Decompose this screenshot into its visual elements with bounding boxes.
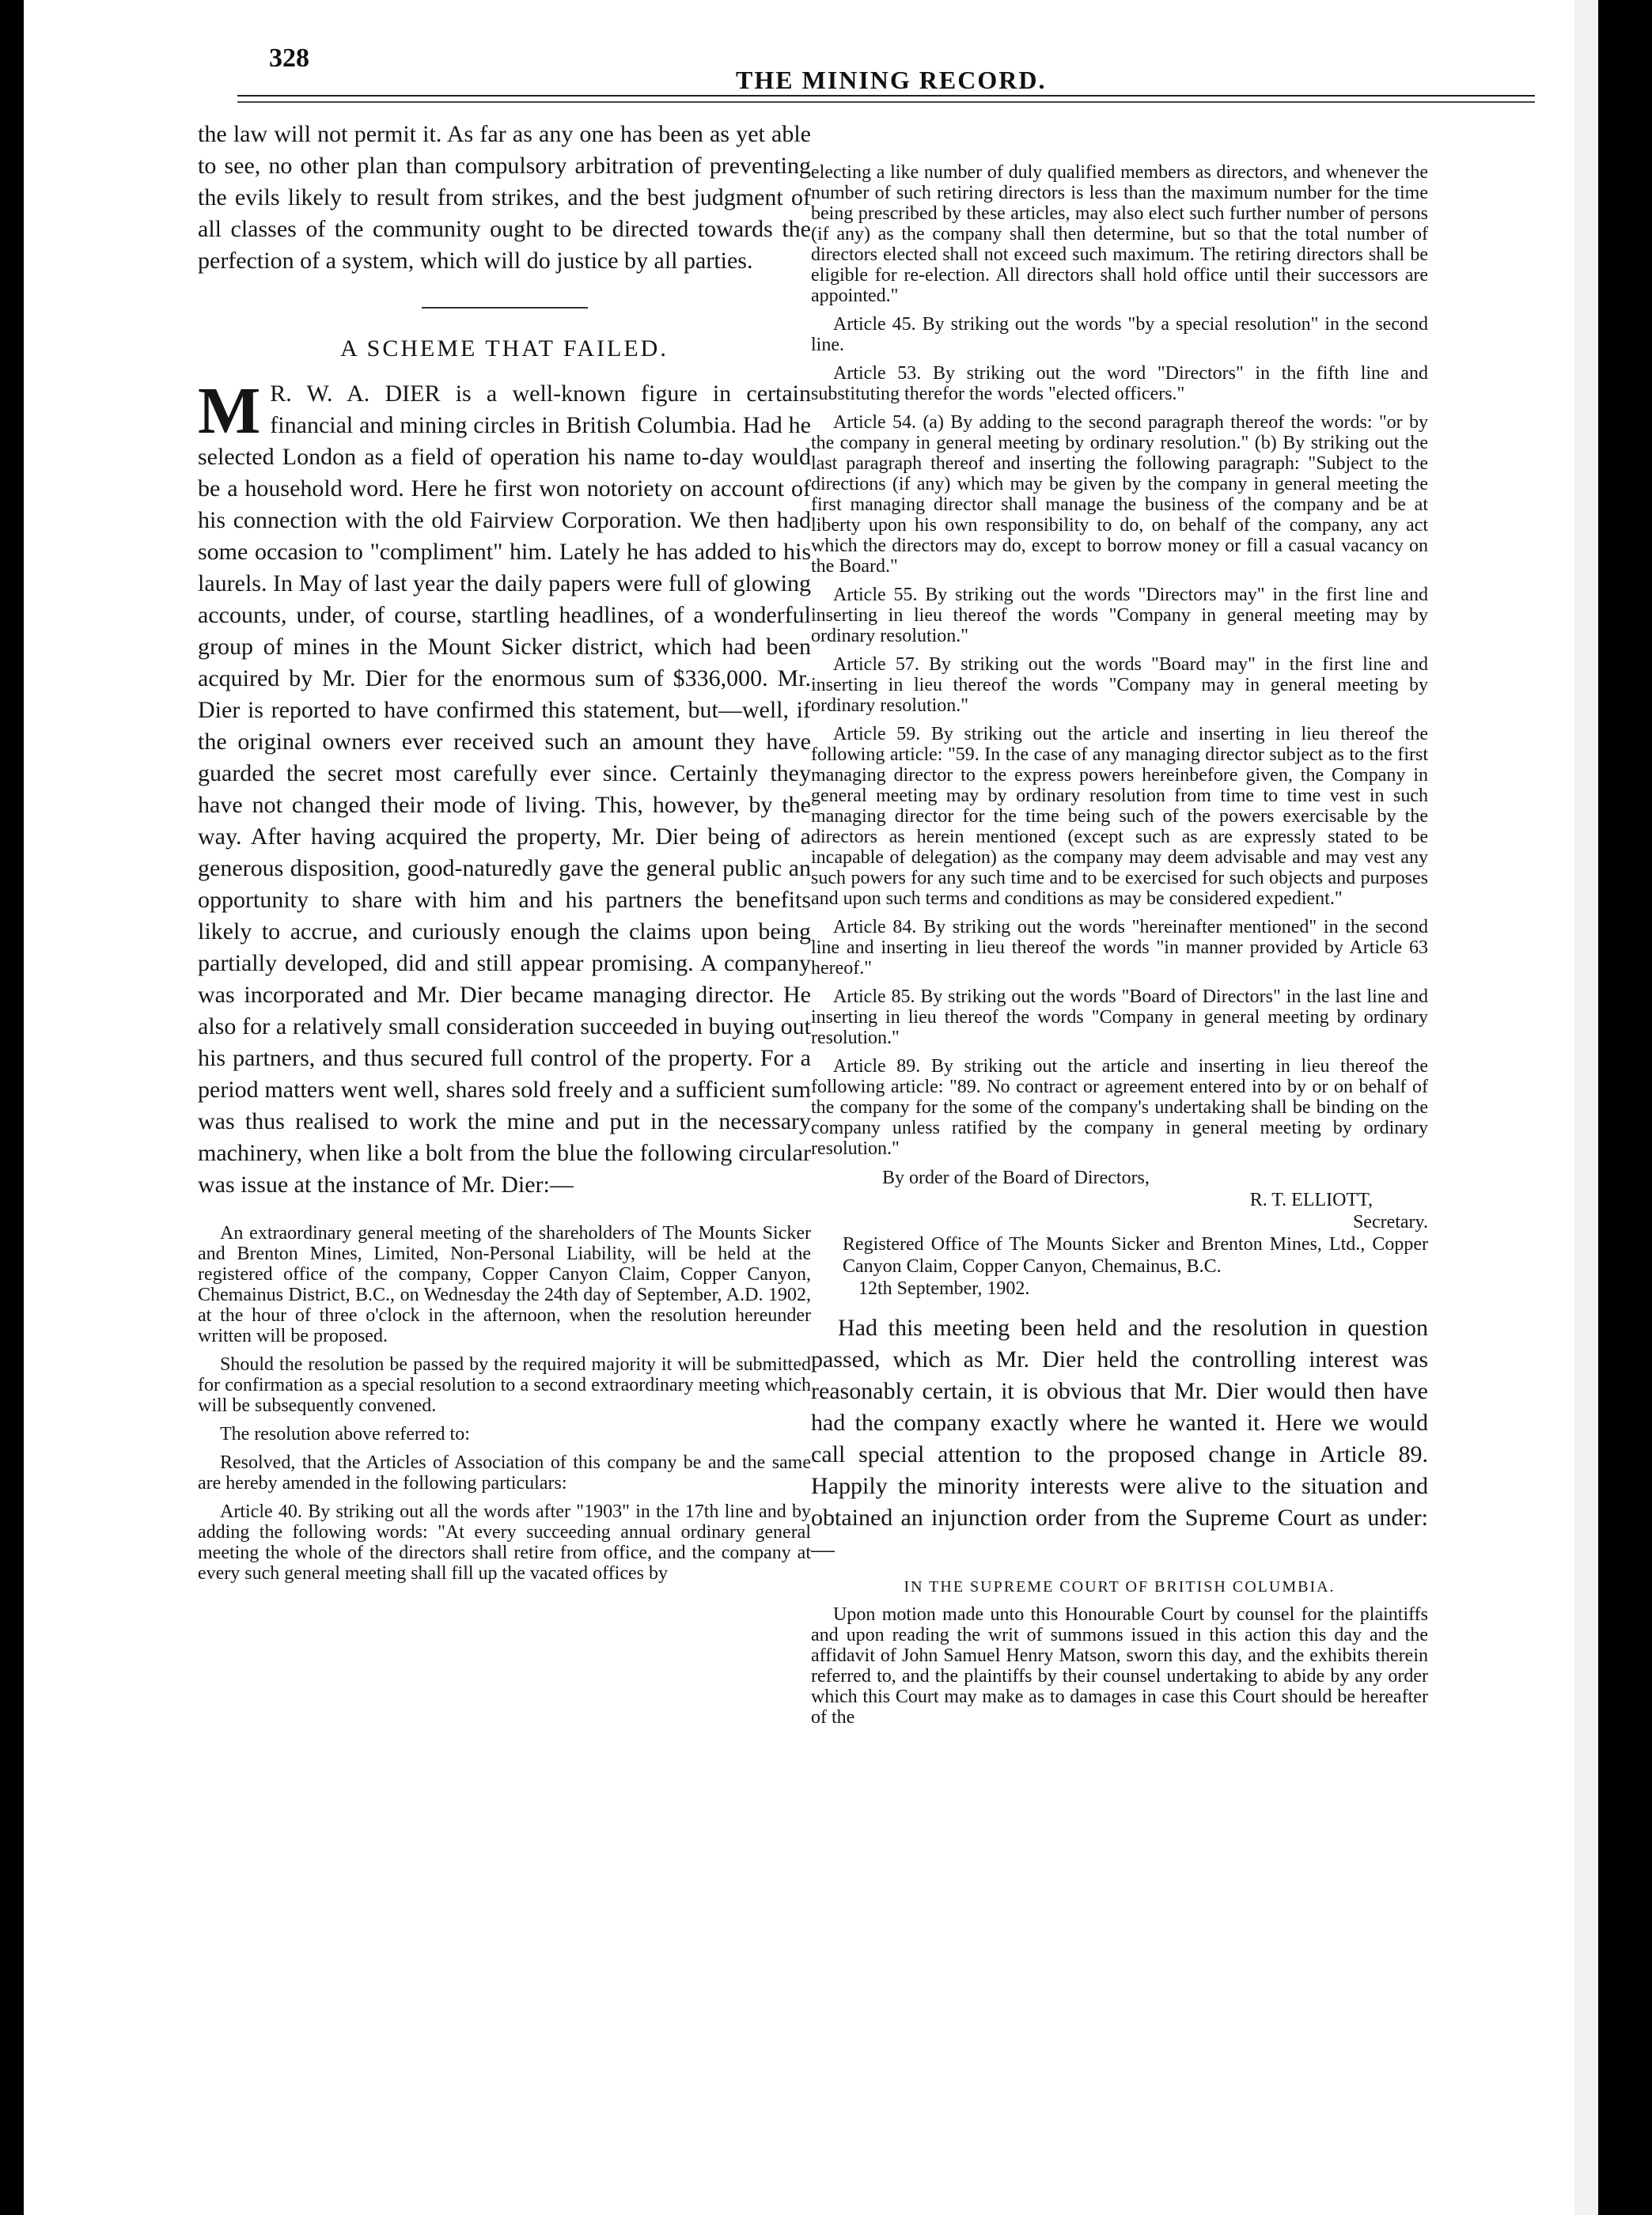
circular-paragraph: The resolution above referred to: [220,1424,470,1444]
article-paragraph: Article 53. By striking out the word "Directors" in the fifth line and substituting therefor the words "elected officers." [811,363,1428,404]
page-number: 328 [269,44,309,73]
court-heading: IN THE SUPREME COURT OF BRITISH COLUMBIA. [904,1578,1336,1596]
article-paragraph: Article 59. By striking out the article and inserting in lieu thereof the following article: "59. In the case of any managing director subject as to the first managing director to the express powers hereinbefore given, the Company in general meeting may by ordinary resolution from time to time vest in such managing director for the time being such of the powers exercisable by the directors as herein mentioned (except such as are expressly stated to be incapable of delegation) as the company may deem advisable and may vest any such powers for any such time and to be exercised for such objects and purposes and upon such terms and conditions as may be considered expedient." [811,724,1428,909]
section-divider [422,307,588,309]
page-edge [1574,0,1598,2215]
notice-date: 12th September, 1902. [858,1278,1030,1299]
signatory: R. T. ELLIOTT, [1249,1190,1373,1210]
drop-cap: M [198,374,261,448]
opening-paragraph: the law will not permit it. As far as any one has been as yet able to see, no other plan than compulsory arbitration of preventing the evils likely to result from strikes, and the best judgment of all classes of the community ought to be directed towards the perfection of a system, which will do justice by all parties. [198,121,811,274]
signatory-title: Secretary. [1352,1212,1428,1232]
circular-paragraph: Article 40. By striking out all the words after "1903" in the 17th line and by adding the following words: "At every succeeding annual ordinary general meeting the whole of the directors shall retire from office, and the company at every such general meeting shall fill up the vacated offices by [198,1501,811,1584]
court-paragraph: Upon motion made unto this Honourable Court by counsel for the plaintiffs and upon reading the writ of summons issued in this action this day and the affidavit of John Samuel Henry Matson, sworn this day, and the exhibits therein referred to, and the plaintiffs by their counsel undertaking to abide by any order which this Court may make as to damages in case this Court should be hereafter of the [811,1604,1428,1728]
header-rule [237,95,1535,103]
article-paragraph: Article 57. By striking out the words "Board may" in the first line and inserting in lieu thereof the words "Company may in general meeting by ordinary resolution." [811,654,1428,716]
registered-office: Registered Office of The Mounts Sicker and Brenton Mines, Ltd., Copper Canyon Claim, Copper Canyon, Chemainus, B.C. [843,1234,1428,1277]
circular [198,1223,811,1584]
commentary-paragraph: Had this meeting been held and the resolution in question passed, which as Mr. Dier held the controlling interest was reasonably certain, it is obvious that Mr. Dier would then have had the company exactly where he wanted it. Here we would call special attention to the proposed change in Article 89. Happily the minority interests were alive to the situation and obtained an injunction order from the Supreme Court as under:— [811,1315,1428,1562]
circular-paragraph: An extraordinary general meeting of the shareholders of The Mounts Sicker and Brenton Mines, Limited, Non-Personal Liability, will be held at the registered office of the company, Copper Canyon Claim, Copper Canyon, Chemainus District, B.C., on Wednesday the 24th day of September, A.D. 1902, at the hour of three o'clock in the afternoon, when the resolution hereunder written will be proposed. [198,1223,811,1346]
article-paragraph: Article 85. By striking out the words "Board of Directors" in the last line and inserting in lieu thereof the words "Company in general meeting by ordinary resolution." [811,986,1428,1048]
article-paragraph: electing a like number of duly qualified members as directors, and whenever the number of such retiring directors is less than the maximum number for the time being prescribed by these articles, may also elect such further number of persons (if any) as the company shall then determine, but so that the total number of directors elected shall not exceed such maximum. The retiring directors shall be eligible for re-election. All directors shall hold office until their successors are appointed." [811,162,1428,306]
article-paragraph: Article 84. By striking out the words "hereinafter mentioned" in the second line and inserting in lieu thereof the words "in manner provided by Article 63 hereof." [811,917,1428,979]
left-column [198,119,811,1592]
article-paragraph: Article 89. By striking out the article and inserting in lieu thereof the following article: "89. No contract or agreement entered into by or on behalf of the company for the some of the company's undertaking shall be binding on the company unless ratified by the company in general meeting by ordinary resolution." [811,1056,1428,1159]
article-paragraph: Article 55. By striking out the words "Directors may" in the first line and inserting in lieu thereof the words "Company in general meeting may by ordinary resolution." [811,585,1428,646]
running-title: THE MINING RECORD. [736,66,1047,94]
circular-paragraph: Should the resolution be passed by the required majority it will be submitted for confirmation as a special resolution to a second extraordinary meeting which will be subsequently convened. [198,1354,811,1416]
article-paragraph: Article 54. (a) By adding to the second paragraph thereof the words: "or by the company in general meeting by ordinary resolution." (b) By striking out the last paragraph thereof and inserting the following paragraph: "Subject to the directions (if any) which may be given by the company in general meeting the first managing director shall manage the business of the company and be at liberty upon his own responsibility to do, on behalf of the company, any act which the directors may do, except to borrow money or fill a casual vacancy on the Board." [811,412,1428,577]
page-header [269,44,1567,99]
lead-paragraph: R. W. A. DIER is a well-known figure in certain financial and mining circles in British Columbia. Had he selected London as a field of operation his name to-day would be a household word. Here he first won notoriety on account of his connection with the old Fairview Corporation. We then had some occasion to "compliment" him. Lately he has added to his laurels. In May of last year the daily papers were full of glowing accounts, under, of course, startling headlines, of a wonderful group of mines in the Mount Sicker district, which had been acquired by Mr. Dier for the enormous sum of $336,000. Mr. Dier is reported to have confirmed this statement, but—well, if the original owners ever received such an amount they have guarded the secret most carefully ever since. Certainly they have not changed their mode of living. This, however, by the way. After having acquired the property, Mr. Dier being of a generous disposition, good-naturedly gave the general public an opportunity to share with him and his partners the benefits likely to accrue, and curiously enough the claims upon being partially developed, did and still appear promising. A company was incorporated and Mr. Dier became managing director. He also for a relatively small consideration succeeded in buying out his partners, and thus secured full control of the property. For a period matters went well, shares sold freely and a sufficient sum was thus realised to work the mine and put in the necessary machinery, when like a bolt from the blue the following circular was issue at the instance of Mr. Dier:— [198,381,811,1198]
circular-paragraph: Resolved, that the Articles of Association of this company be and the same are hereby amended in the following particulars: [198,1452,811,1494]
article-headline: A SCHEME THAT FAILED. [340,335,669,362]
by-order: By order of the Board of Directors, [882,1168,1150,1188]
article-paragraph: Article 45. By striking out the words "by a special resolution" in the second line. [811,314,1428,355]
right-column [811,162,1428,1736]
articles [811,162,1428,1159]
